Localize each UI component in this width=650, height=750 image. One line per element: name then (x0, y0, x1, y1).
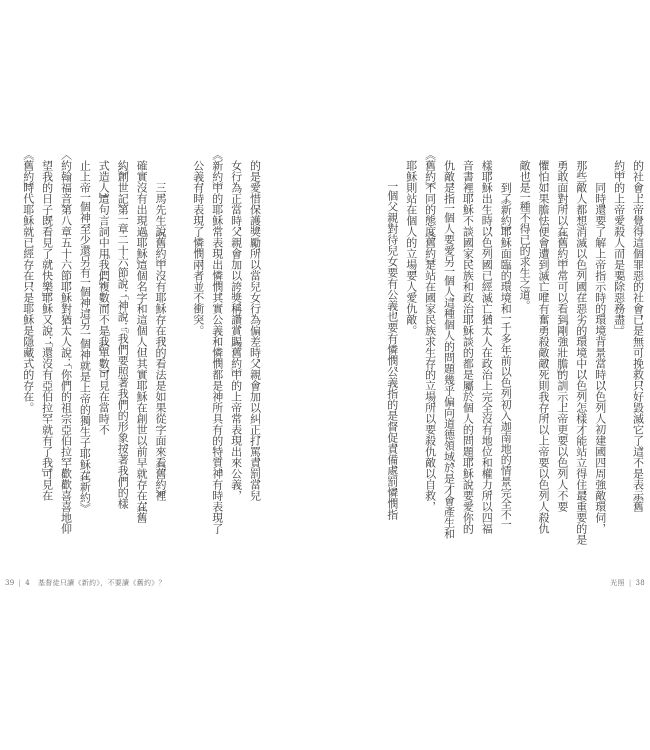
text-column: 的是愛惜、保護、獎勵，所以當兒女行為偏差時，父親會加以糾正、打罵、責罰，當兒 (248, 160, 262, 501)
text-column: 敵，也是一種不得已的求生之道。 (518, 160, 532, 300)
text-column: 樣。耶穌出生時，以色列國已經滅亡，猶太人在政治上完全沒有地位和權力，所以四福 (480, 160, 494, 534)
text-column: 望我的日子，既看見了，就快樂。」耶穌又說：「還沒有亞伯拉罕就有了我。」可見在 (40, 160, 54, 501)
text-column-paragraph-start: 到了《新約》，耶穌面臨的環境和一千多年前以色列初入迦南地的情景完全不一 (499, 182, 513, 528)
text-column: 懼怕，如果膽怯便會遭到滅亡，唯有奮勇殺敵，敵死則我存，所以上帝要以色列人殺仇 (537, 160, 550, 534)
text-column: 式造人。』」這句言詞中用「我們」（複數），而不是「我」（單數），可見在當時不 (97, 160, 111, 435)
footer-separator: | (628, 579, 632, 587)
text-column: 約》〈創世記〉第一章二十六節說：「神說：『我們要照著我們的形象，按著我們的樣 (116, 160, 130, 509)
text-column: 約》中的上帝愛殺人，而是要「除惡務盡」。 (612, 160, 626, 325)
text-column-paragraph-start: 三、馬先生說《舊約》中沒有耶穌存在，我的看法是如果從字面來看，《舊約》裡 (154, 182, 167, 501)
text-column-paragraph-start: 同時，還要了解上帝指示時的環境背景。當時，以色列人初建國，四周強敵環伺， (593, 182, 607, 523)
text-column: 仇敵，是指一個人要愛另一個人，這種個人的問題幾乎偏向道德領域，於是才會產生和 (442, 160, 456, 539)
text-column-paragraph-start: 一個父親對待兒女要有公義，也要有憐憫，公義指的是督促、責備、處罰，憐憫指 (385, 182, 399, 520)
text-column: 耶穌則站在個人的立場，要人愛仇敵。 (404, 160, 418, 325)
text-column: 《舊約》不同的態度，《舊約》是站在國家民族求生存的立場，所以要殺仇敵以自救， (423, 160, 437, 501)
page-number: 38 (635, 579, 645, 587)
text-column: 女行為正當時，父親會加以誇獎、稱讚、賞賜。《舊約》中的上帝常表現出來公義， (229, 160, 243, 490)
running-head: 光照 (610, 579, 625, 587)
text-column: 勇敢面對，所以在《舊約》中常可以看到「剛強壯膽」的訓示，上帝更要以色列人不要 (555, 160, 569, 512)
text-column: 《新約》中的耶穌常表現出憐憫，其實公義和憐憫都是神所具有的特質，神有時表現了 (210, 160, 224, 534)
text-column: 那些敵人都想消滅以色列國。在惡劣的環境中，以色列怎樣才能站立得住，最重要的是 (574, 160, 588, 545)
right-page (325, 0, 650, 750)
page-footer-left (5, 578, 166, 588)
footer-separator: | (18, 579, 22, 587)
text-column: 〈約翰福音〉第八章五十六節，耶穌對猶太人說：「你們的祖宗亞伯拉罕歡歡喜喜地仰 (59, 160, 73, 534)
text-column: 的社會，上帝覺得這個罪惡的社會，已是無可挽救，只好毀滅它了。這不是表示《舊 (631, 160, 645, 512)
text-column: 《舊約》時代耶穌就已經存在，只是耶穌是隱藏式的存在。 (21, 160, 35, 402)
text-column: 音書裡，耶穌不談國家、民族和政治，耶穌談的都是屬於個人的問題。耶穌說要愛你的 (461, 160, 475, 534)
page-footer-right (610, 578, 645, 588)
text-column: 公義，有時表現了憐憫，兩者並不衝突。 (191, 160, 205, 325)
chapter-title: 基督徒只讀《新約》，不要讀《舊約》？ (37, 579, 166, 587)
chapter-number: 4 (25, 579, 30, 587)
text-column: 確實沒有出現過「耶穌」這個名字和這個人，但其實耶穌在創世以前早就存在，在《舊 (135, 160, 149, 523)
text-column: 止上帝一個神，至少還另有一個神，這另一個神就是上帝的獨生子耶穌。在《新約》 (78, 160, 92, 503)
page-number: 39 (5, 579, 15, 587)
